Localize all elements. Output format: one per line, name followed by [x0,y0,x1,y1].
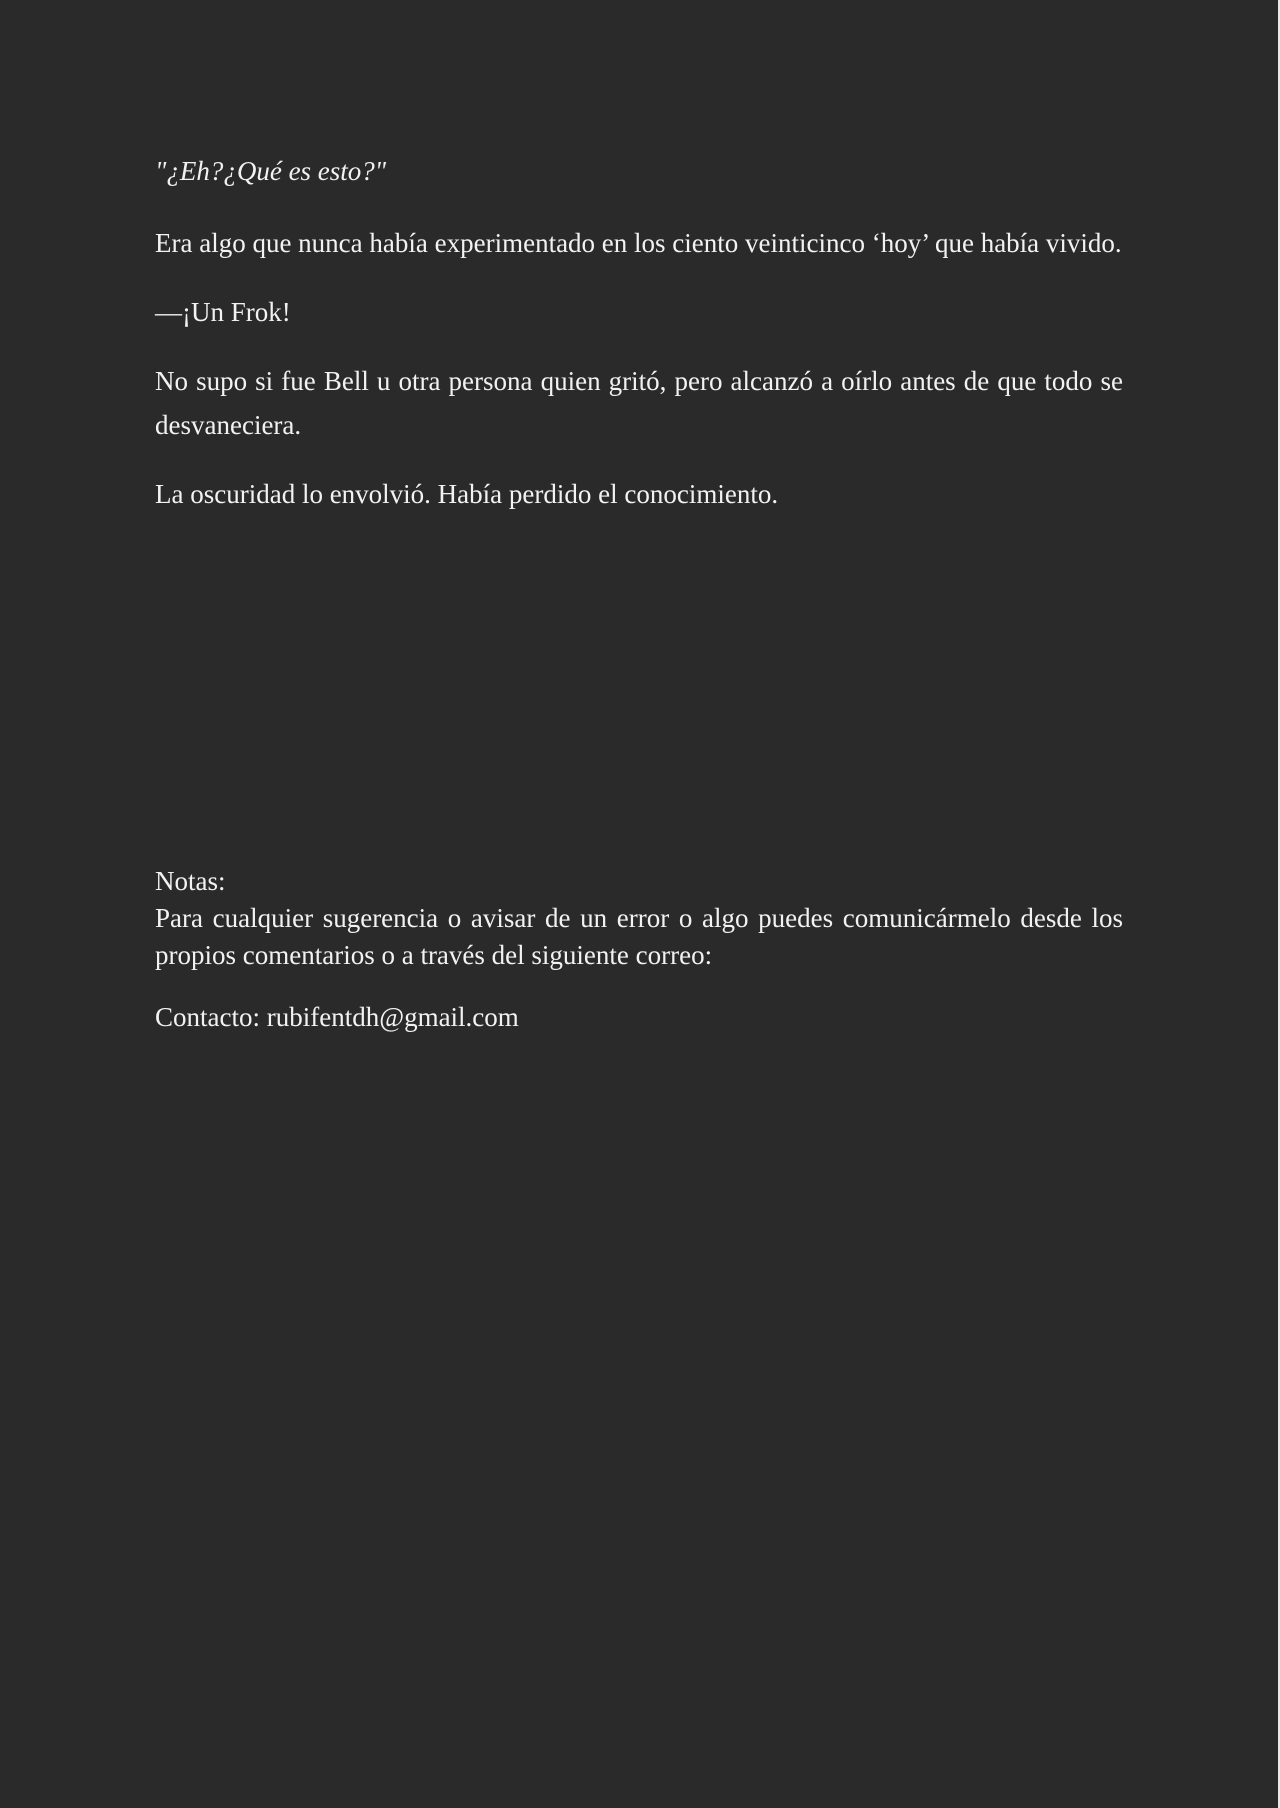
inner-thought: "¿Eh?¿Qué es esto?" [155,156,387,186]
dialogue-line: —¡Un Frok! [155,297,291,327]
story-text [155,151,1123,516]
contact-line: Contacto: rubifentdh@gmail.com [155,1002,519,1032]
notes-section [155,863,1123,1036]
notes-title: Notas: [155,866,226,896]
story-paragraph: Era algo que nunca había experimentado en los ciento veinticinco ‘hoy’ que había vivido. [155,228,1122,258]
notes-body: Para cualquier sugerencia o avisar de un error o algo puedes comunicármelo desde los propios comentarios o a través del siguiente correo: [155,903,1123,970]
story-paragraph: La oscuridad lo envolvió. Había perdido el conocimiento. [155,479,779,509]
story-paragraph: No supo si fue Bell u otra persona quien gritó, pero alcanzó a oírlo antes de que todo se desvaneciera. [155,366,1123,440]
